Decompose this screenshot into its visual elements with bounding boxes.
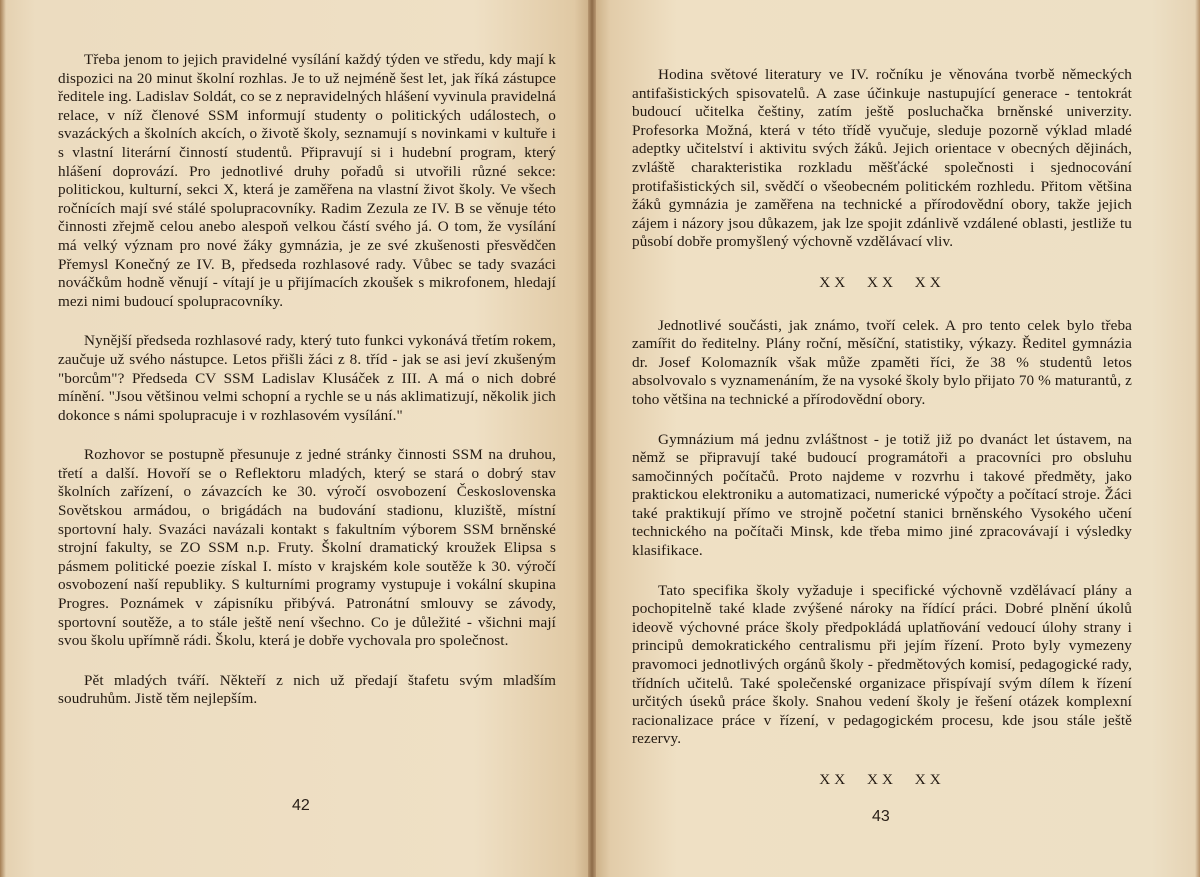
page-number: 42 [292, 797, 310, 814]
page-number: 43 [872, 808, 890, 825]
paragraph: Nynější předseda rozhlasové rady, který tuto funkci vykonává třetím rokem, zaučuje už svého nástupce. Letos přišli žáci z 8. tříd - jak se asi jeví zkušeným "borcům"? Předseda CV SSM Ladislav Klusáček z III. A má o nich dobré mínění. "Jsou většinou velmi schopní a rychle se u nás aklimatizují, několik jich dokonce s námi spolupracuje i v rozhlasovém vysílání." [58, 332, 556, 424]
right-page-text [632, 66, 1132, 814]
paragraph: Tato specifika školy vyžaduje i specifické výchovně vzdělávací plány a pochopitelně také klade zvýšené nároky na řídící práci. Dobré plnění úkolů ideově výchovné práce školy předpokládá uplatňování vedoucí úlohy strany i principů demokratického centralismu při jejím řízení. Proto byly vymezeny pravomoci jednotlivých orgánů školy - předmětových komisí, pedagogické rady, třídních učitelů. Také společenské organizace přispívají svým dílem k řízení určitých úseků práce školy. Snahou vedení školy je řešení otázek komplexní racionalizace práce v řízení, v pedagogickém procesu, kde jsou stále ještě rezervy. [632, 581, 1132, 748]
right-page [592, 0, 1200, 877]
paragraph: Jednotlivé součásti, jak známo, tvoří celek. A pro tento celek bylo třeba zamířit do ředitelny. Plány roční, měsíční, statistiky, výkazy. Ředitel gymnázia dr. Josef Kolomazník však může zpaměti říci, že 38 % studentů letos absolvovalo s vyznamenáním, že na vysoké školy bylo přijato 70 % maturantů, z toho většina na technické a přírodovědní obory. [632, 316, 1132, 408]
left-page-text [58, 51, 556, 730]
paragraph: Pět mladých tváří. Někteří z nich už předají štafetu svým mladším soudruhům. Jistě těm nejlepším. [58, 671, 556, 708]
section-separator: XX XX XX [819, 771, 945, 788]
page-edge-shadow [0, 0, 6, 877]
paragraph: Rozhovor se postupně přesunuje z jedné stránky činnosti SSM na druhou, třetí a další. Hovoří se o Reflektoru mladých, který se stará o dobrý stav školních zařízení, o závazcích ke 30. výročí osvobození Československa Sovětskou armádou, o brigádách na budování stadionu, kluziště, místní sportovní haly. Svazáci navázali kontakt s fakultním výborem SSM brněnské strojní fakulty, se ZO SSM n.p. Fruty. Školní dramatický kroužek Elipsa s pásmem politické poezie získal I. místo v krajském kole soutěže k 30. výročí osvobození naší republiky. S kulturními programy vystupuje i vokální skupina Progres. Poznámek v zápisníku přibývá. Patronátní smlouvy se závody, sportovní soutěže, a to stále ještě není všechno. Co je důležité - všichni mají svou školu upřímně rádi. Školu, která je dobře vychovala pro společnost. [58, 446, 556, 650]
page-edge-shadow [1195, 0, 1200, 877]
left-page [0, 0, 592, 877]
paragraph: Třeba jenom to jejich pravidelné vysílání každý týden ve středu, kdy mají k dispozici na 20 minut školní rozhlas. Je to už nejméně šest let, jak říká zástupce ředitele ing. Ladislav Soldát, co se z nepravidelných hlášení vyvinula pravidelná relace, v níž členové SSM informují studenty o politických událostech, o svazáckých a školních akcích, o životě školy, seznamují s novinkami v kultuře i s vlastní literární činností studentů. Připravují si i hudební program, který hlášení doprovází. Pro jednotlivé druhy pořadů si utvořili různé sekce: politickou, kulturní, sekci X, která je zaměřena na vlastní život školy. Ve všech ročnících mají své stálé spolupracovníky. Radim Zezula ze IV. B se věnuje této činnosti zřejmě celou anebo alespoň velkou částí svého já. O tom, že vysílání má velký význam pro nové žáky gymnázia, je ze své zkušenosti přesvědčen Přemysl Konečný ze IV. B, předseda rozhlasové rady. Vůbec se tady svazáci nováčkům hodně věnují - vítají je u přijímacích zkoušek s mikrofonem, hledají mezi nimi budoucí spolupracovníky. [58, 51, 556, 310]
book-gutter [588, 0, 596, 877]
paragraph: Hodina světové literatury ve IV. ročníku je věnována tvorbě německých antifašistických spisovatelů. A zase účinkuje nastupující generace - tentokrát budoucí učitelka češtiny, zatím ještě posluchačka brněnské univerzity. Profesorka Možná, která v této třídě vyučuje, sleduje pozorně výklad mladé adeptky učitelství i aktivitu svých žáků. Jejich orientace v obecných dějinách, zvláště charakteristika rozkladu měšťácké společnosti i sjednocování protifašistických sil, svědčí o všeobecném politickém rozhledu. Přitom většina žáků gymnázia je zaměřena na technické a přírodovědní obory, takže jejich zájem i názory jsou důkazem, jak lze spojit zdánlivě vzdálené oblasti, jestliže tu působí dobře promyšlený výchovně vzdělávací vliv. [632, 66, 1132, 251]
paragraph: Gymnázium má jednu zvláštnost - je totiž již po dvanáct let ústavem, na němž se připravují také budoucí programátoři a pracovníci pro obsluhu samočinných počítačů. Proto najdeme v rozvrhu i takové předměty, jako praktickou elektroniku a automatizaci, numerické výpočty a počítací stroje. Žáci také praktikují přímo ve strojně početní stanici brněnského Vysokého učení technického na počítači Minsk, kde třeba mimo jiné zpracovávají i výsledky klasifikace. [632, 430, 1132, 560]
section-separator: XX XX XX [819, 273, 945, 291]
